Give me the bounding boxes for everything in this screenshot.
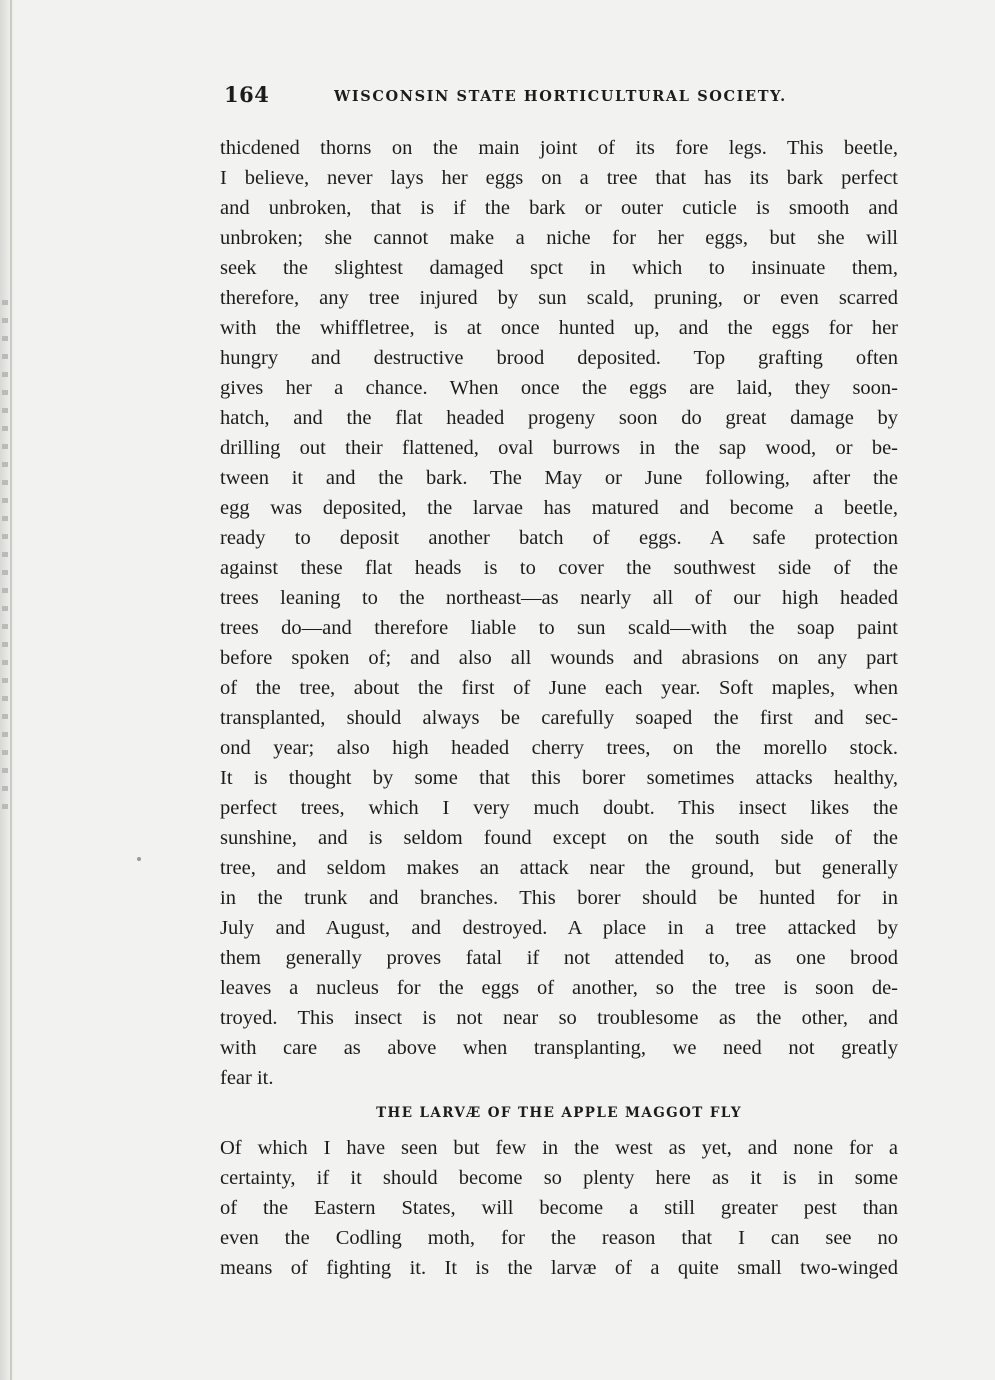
text-line: before spoken of; and also all wounds and abrasions on any part [220,647,898,669]
text-line: even the Codling moth, for the reason that I can see no [220,1227,898,1249]
text-line: tree, and seldom makes an attack near the ground, but generally [220,857,898,879]
paragraph-1 [220,133,898,1093]
text-line: means of fighting it. It is the larvæ of a quite small two-winged [220,1257,898,1279]
text-line: of the Eastern States, will become a still greater pest than [220,1197,898,1219]
text-line: therefore, any tree injured by sun scald, pruning, or even scarred [220,287,898,309]
text-line: them generally proves fatal if not attended to, as one brood [220,947,898,969]
binding-line [10,0,12,1380]
page-header [224,82,904,116]
text-line: fear it. [220,1067,274,1089]
text-line: hatch, and the flat headed progeny soon do great damage by [220,407,898,429]
text-line: ready to deposit another batch of eggs. A safe protection [220,527,898,549]
text-line: sunshine, and is seldom found except on the south side of the [220,827,898,849]
text-line: I believe, never lays her eggs on a tree that has its bark perfect [220,167,898,189]
body-text [220,133,898,1283]
text-line: trees do—and therefore liable to sun scald—with the soap paint [220,617,898,639]
text-line: unbroken; she cannot make a niche for her eggs, but she will [220,227,898,249]
text-line: perfect trees, which I very much doubt. This insect likes the [220,797,898,819]
text-line: tween it and the bark. The May or June following, after the [220,467,898,489]
text-line: gives her a chance. When once the eggs are laid, they soon- [220,377,898,399]
text-line: hungry and destructive brood deposited. Top grafting often [220,347,898,369]
text-line: and unbroken, that is if the bark or outer cuticle is smooth and [220,197,898,219]
text-line: July and August, and destroyed. A place in a tree attacked by [220,917,898,939]
text-line: of the tree, about the first of June each year. Soft maples, when [220,677,898,699]
text-line: drilling out their flattened, oval burrows in the sap wood, or be- [220,437,898,459]
text-line: thicdened thorns on the main joint of its fore legs. This beetle, [220,137,898,159]
text-line: in the trunk and branches. This borer should be hunted for in [220,887,898,909]
text-line: leaves a nucleus for the eggs of another, so the tree is soon de- [220,977,898,999]
running-head: WISCONSIN STATE HORTICULTURAL SOCIETY. [334,88,787,105]
text-line: ond year; also high headed cherry trees, on the morello stock. [220,737,898,759]
text-line: egg was deposited, the larvae has matured and become a beetle, [220,497,898,519]
text-line: with care as above when transplanting, we need not greatly [220,1037,898,1059]
binding-marks [2,300,8,820]
text-line: It is thought by some that this borer sometimes attacks healthy, [220,767,898,789]
section-heading: THE LARVÆ OF THE APPLE MAGGOT FLY [376,1105,742,1121]
text-line: seek the slightest damaged spct in which to insinuate them, [220,257,898,279]
page-number: 164 [224,82,270,107]
text-line: certainty, if it should become so plenty here as it is in some [220,1167,898,1189]
text-line: transplanted, should always be carefully soaped the first and sec- [220,707,898,729]
text-line: with the whiffletree, is at once hunted up, and the eggs for her [220,317,898,339]
paper-speck [137,857,141,861]
text-line: Of which I have seen but few in the west as yet, and none for a [220,1137,898,1159]
text-line: against these flat heads is to cover the southwest side of the [220,557,898,579]
paragraph-2 [220,1133,898,1283]
text-line: troyed. This insect is not near so troublesome as the other, and [220,1007,898,1029]
text-line: trees leaning to the northeast—as nearly all of our high headed [220,587,898,609]
